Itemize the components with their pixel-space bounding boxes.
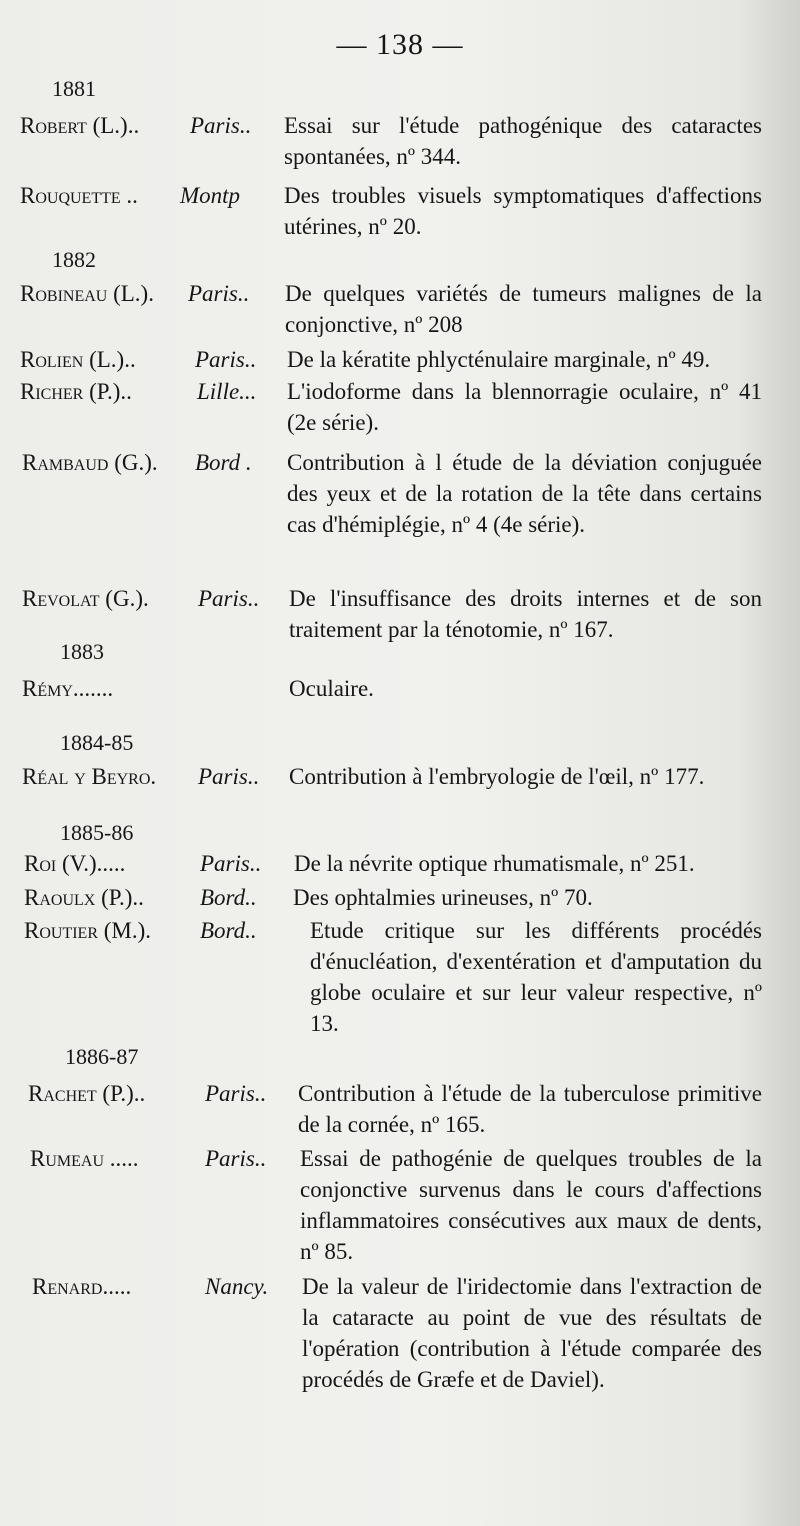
entry-author: Raoulx (P.).. [24, 885, 144, 910]
entry-place: Paris.. [195, 347, 257, 372]
entry-place: Lille... [197, 379, 257, 404]
entry-place: Paris.. [190, 113, 252, 138]
entry-place: Bord.. [200, 918, 257, 943]
entry-place: Nancy. [205, 1274, 269, 1299]
entry-author: Renard..... [32, 1274, 132, 1299]
year-heading: 1881 [52, 76, 96, 101]
entry-author: Revolat (G.). [22, 586, 149, 611]
entry-author: Rachet (P.).. [28, 1081, 146, 1106]
entry-title: Des ophtalmies urineuses, nº 70. [293, 885, 593, 910]
entry-title: Essai sur l'étude pathogénique des cataractes spontanées, nº 344. [284, 113, 762, 169]
entry-title: Etude critique sur les différents procédés d'énucléation, d'exentération et d'amputation du globe oculaire et sur leur valeur respective, nº 13. [310, 918, 762, 1036]
entry-author: Rolien (L.).. [20, 347, 136, 372]
entry-author: Roi (V.)..... [24, 851, 126, 876]
entry-title: L'iodoforme dans la blennorragie oculaire, nº 41 (2e série). [287, 379, 762, 435]
entry-place: Montp [180, 183, 241, 208]
year-heading: 1885-86 [60, 820, 134, 845]
entry-place: Paris.. [205, 1146, 267, 1171]
entry-title: De quelques variétés de tumeurs malignes de la conjonctive, nº 208 [285, 281, 762, 337]
entry-author: Robineau (L.). [20, 281, 154, 306]
entry-place: Bord.. [200, 885, 257, 910]
entry-place: Paris.. [198, 764, 260, 789]
year-heading: 1884-85 [60, 730, 134, 755]
entry-title: Oculaire. [289, 676, 374, 701]
entry-author: Richer (P.).. [20, 379, 132, 404]
entry-title: Contribution à l'embryologie de l'œil, nº 177. [289, 764, 705, 789]
entry-title: Essai de pathogénie de quelques troubles de la conjonctive survenus dans le cours d'affections inflammatoires consécutives aux maux de dents, nº 85. [300, 1146, 762, 1264]
entry-title: Contribution à l'étude de la tuberculose primitive de la cornée, nº 165. [298, 1081, 762, 1137]
entry-title: De la valeur de l'iridectomie dans l'extraction de la cataracte au point de vue des résultats de l'opération (contribution à l'étude comparée des procédés de Græfe et de Daviel). [302, 1274, 762, 1392]
entry-title: De la kératite phlycténulaire marginale, nº 49. [287, 347, 711, 372]
year-heading: 1882 [52, 247, 96, 272]
entry-title: Des troubles visuels symptomatiques d'affections utérines, nº 20. [284, 183, 762, 239]
entry-place: Paris.. [198, 586, 260, 611]
entry-title: De l'insuffisance des droits internes et de son traitement par la ténotomie, nº 167. [289, 586, 762, 642]
entry-place: Paris.. [188, 281, 250, 306]
entry-place: Paris.. [205, 1081, 267, 1106]
entry-author: Rambaud (G.). [22, 450, 158, 475]
entry-author: Rémy....... [22, 676, 114, 701]
entry-author: Rumeau ..... [30, 1146, 139, 1171]
entry-place: Bord . [195, 450, 252, 475]
page-number: — 138 — [336, 28, 464, 61]
entry-title: Contribution à l étude de la déviation conjuguée des yeux et de la rotation de la tête dans certains cas d'hémiplégie, nº 4 (4e série). [287, 450, 762, 537]
entry-title: De la névrite optique rhumatismale, nº 251. [294, 851, 695, 876]
entry-author: Rouquette .. [20, 183, 138, 208]
year-heading: 1886-87 [65, 1044, 139, 1069]
entry-author: Robert (L.).. [20, 113, 140, 138]
entry-author: Routier (M.). [24, 918, 152, 943]
year-heading: 1883 [60, 639, 104, 664]
entry-place: Paris.. [200, 851, 262, 876]
entry-author: Réal y Beyro. [22, 764, 157, 789]
